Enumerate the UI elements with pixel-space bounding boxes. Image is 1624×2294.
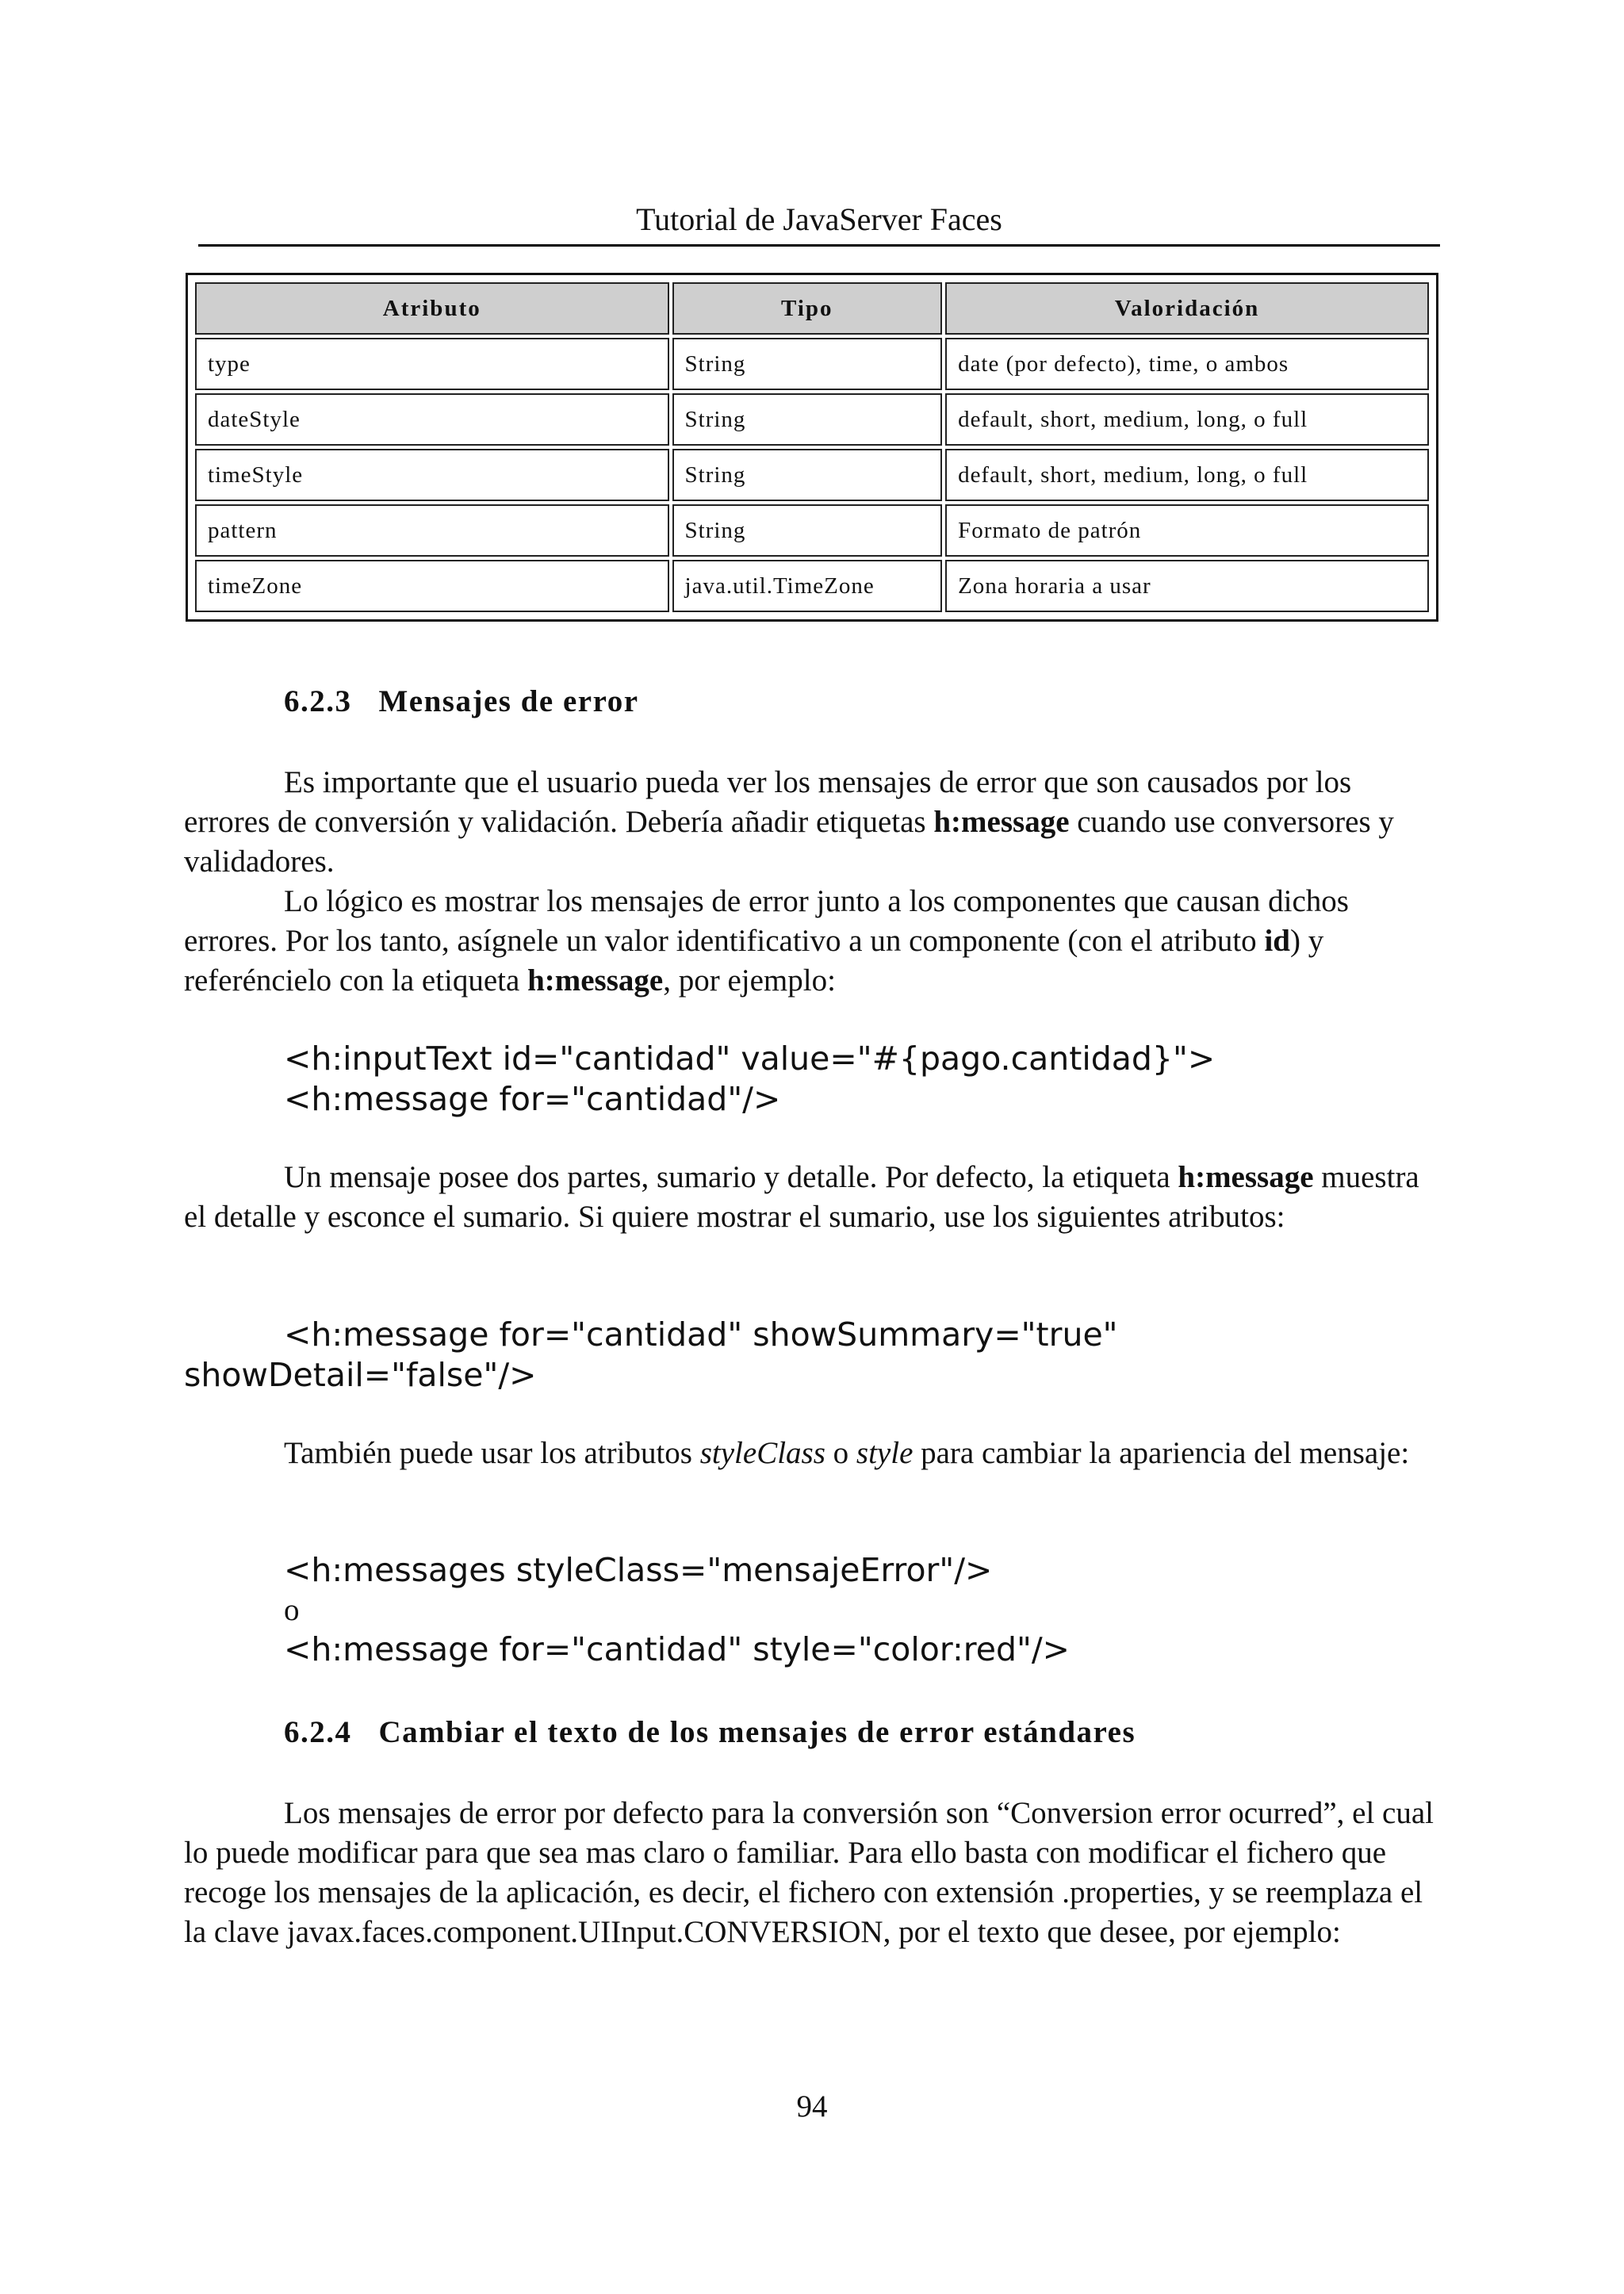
paragraph-text: Lo lógico es mostrar los mensajes de error junto a los componentes que causan dichos errores. Por los tanto, asígnele un valor identificativo a un componente (con el atributo bbox=[184, 884, 1349, 958]
table-header-cell: Atributo bbox=[195, 282, 669, 335]
code-keyword: h:message bbox=[1178, 1160, 1314, 1194]
table-cell: java.util.TimeZone bbox=[672, 560, 943, 612]
code-line: <h:message for="cantidad"/> bbox=[284, 1080, 781, 1118]
code-line-messages: <h:messages styleClass="mensajeError"/> bbox=[284, 1551, 993, 1589]
attribute-table bbox=[186, 273, 1438, 622]
italic-term: styleClass bbox=[699, 1436, 825, 1470]
table-cell: timeZone bbox=[195, 560, 669, 612]
italic-term: style bbox=[856, 1436, 914, 1470]
table-cell: Zona horaria a usar bbox=[945, 560, 1429, 612]
section-number: 6.2.3 bbox=[284, 684, 352, 718]
table-cell: dateStyle bbox=[195, 393, 669, 446]
attribute-table-grid bbox=[192, 279, 1432, 615]
table-cell: date (por defecto), time, o ambos bbox=[945, 338, 1429, 390]
paragraph-style-attrs bbox=[184, 1434, 1445, 1473]
table-cell: default, short, medium, long, o full bbox=[945, 449, 1429, 501]
code-example-input bbox=[284, 1039, 1215, 1120]
paragraph-text: o bbox=[825, 1436, 856, 1470]
paragraph-text: ) y referéncielo con la etiqueta bbox=[184, 924, 1324, 998]
code-example-summary bbox=[184, 1315, 1118, 1396]
section-title: Mensajes de error bbox=[378, 684, 639, 718]
paragraph-conversion-messages bbox=[184, 1794, 1445, 1952]
paragraph-errors-intro bbox=[184, 763, 1445, 882]
page-header-title: Tutorial de JavaServer Faces bbox=[198, 197, 1440, 247]
table-header-cell: Valoridación bbox=[945, 282, 1429, 335]
paragraph-text: También puede usar los atributos bbox=[284, 1436, 700, 1470]
paragraph-text: Es importante que el usuario pueda ver los mensajes de error que son causados por los errores de conversión y validación. Debería añadir etiquetas bbox=[184, 765, 1352, 839]
table-cell: timeStyle bbox=[195, 449, 669, 501]
section-heading-624 bbox=[284, 1713, 1136, 1752]
table-cell: String bbox=[672, 393, 943, 446]
paragraph-text: Un mensaje posee dos partes, sumario y detalle. Por defecto, la etiqueta bbox=[284, 1160, 1178, 1194]
table-row bbox=[195, 560, 1429, 612]
paragraph-message-parts bbox=[184, 1158, 1445, 1237]
section-heading-623 bbox=[284, 682, 639, 722]
code-separator-or: o bbox=[284, 1593, 300, 1627]
table-cell: default, short, medium, long, o full bbox=[945, 393, 1429, 446]
table-header-row bbox=[195, 282, 1429, 335]
table-cell: String bbox=[672, 449, 943, 501]
table-row bbox=[195, 504, 1429, 557]
table-cell: String bbox=[672, 504, 943, 557]
page-number: 94 bbox=[796, 2089, 828, 2124]
table-cell: type bbox=[195, 338, 669, 390]
code-keyword: h:message bbox=[933, 805, 1070, 839]
paragraph-text: para cambiar la apariencia del mensaje: bbox=[913, 1436, 1410, 1470]
table-cell: pattern bbox=[195, 504, 669, 557]
section-title: Cambiar el texto de los mensajes de error estándares bbox=[378, 1715, 1136, 1749]
code-line: showDetail="false"/> bbox=[184, 1356, 537, 1394]
code-line-message-style: <h:message for="cantidad" style="color:red"/> bbox=[284, 1630, 1071, 1668]
paragraph-text: Los mensajes de error por defecto para la conversión son “Conversion error ocurred”, el cual lo puede modificar para que sea mas claro o familiar. Para ello basta con modificar el fichero que recoge los mensajes de la aplicación, es decir, el fichero con extensión .properties, y se reemplaza el la clave javax.faces.component.UIInput.CONVERSION, por el texto que desee, por ejemplo: bbox=[184, 1796, 1434, 1949]
table-header-cell: Tipo bbox=[672, 282, 943, 335]
table-cell: Formato de patrón bbox=[945, 504, 1429, 557]
table-row bbox=[195, 449, 1429, 501]
table-row bbox=[195, 338, 1429, 390]
code-keyword: h:message bbox=[527, 963, 664, 998]
table-row bbox=[195, 393, 1429, 446]
paragraph-text: muestra el detalle y esconce el sumario. Si quiere mostrar el sumario, use los siguientes atributos: bbox=[184, 1160, 1419, 1234]
paragraph-text: , por ejemplo: bbox=[663, 963, 836, 998]
code-text: <h:message for="cantidad" showSummary="true" bbox=[284, 1316, 1118, 1354]
code-line bbox=[184, 1315, 1118, 1355]
code-line: <h:inputText id="cantidad" value="#{pago.cantidad}"> bbox=[284, 1040, 1216, 1078]
code-keyword: id bbox=[1264, 924, 1290, 958]
section-number: 6.2.4 bbox=[284, 1715, 352, 1749]
paragraph-errors-placement bbox=[184, 882, 1445, 1001]
table-cell: String bbox=[672, 338, 943, 390]
paragraph-text: cuando use conversores y validadores. bbox=[184, 805, 1394, 879]
